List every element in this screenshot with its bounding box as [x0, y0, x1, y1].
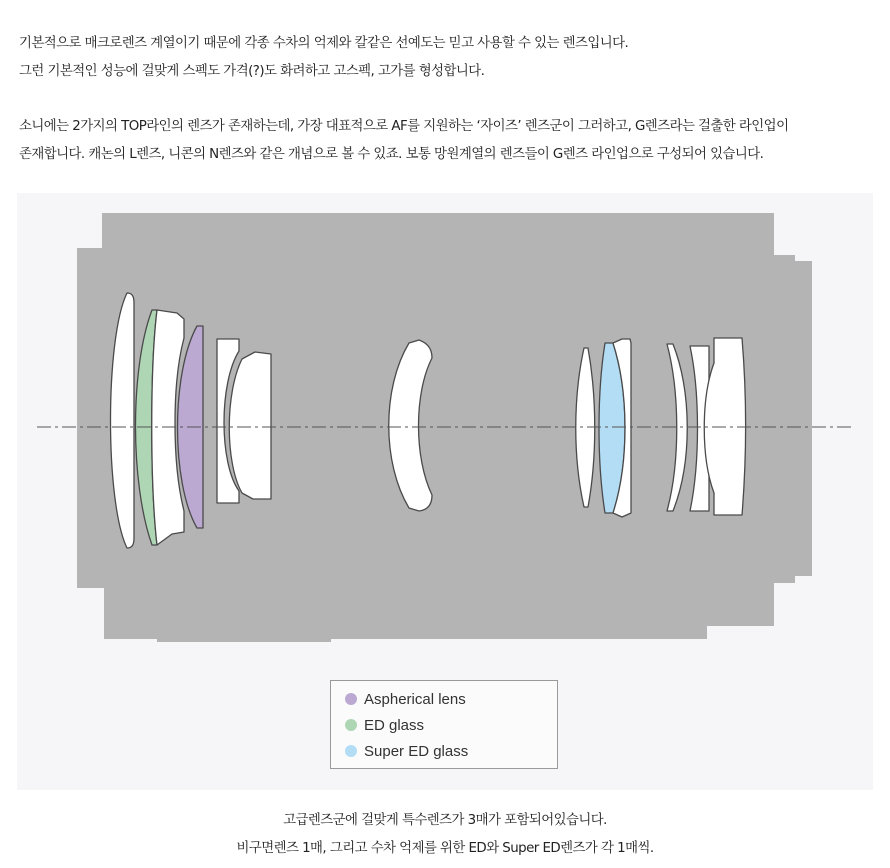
- legend-item-aspherical: [345, 686, 466, 712]
- lens-legend: [330, 680, 558, 769]
- intro-line-2: 그런 기본적인 성능에 걸맞게 스펙도 가격(?)도 화려하고 고스펙, 고가를 형성합니다.: [19, 64, 485, 79]
- caption-line-2: 비구면렌즈 1매, 그리고 수차 억제를 위한 ED와 Super ED렌즈가 각 1매씩.: [236, 841, 654, 856]
- aspherical-swatch-icon: [345, 693, 357, 705]
- intro-paragraph: [19, 30, 881, 86]
- super-ed-glass-swatch-icon: [345, 745, 357, 757]
- caption-line-1: 고급렌즈군에 걸맞게 특수렌즈가 3매가 포함되어있습니다.: [283, 813, 607, 828]
- legend-item-super-ed-glass: [345, 738, 468, 764]
- body-line-2: 존재합니다. 캐논의 L렌즈, 니콘의 N렌즈와 같은 개념으로 볼 수 있죠. 보통 망원계열의 렌즈들이 G렌즈 라인업으로 구성되어 있습니다.: [19, 147, 764, 162]
- legend-label: Super ED glass: [364, 742, 469, 760]
- body-paragraph: [19, 113, 881, 169]
- body-line-1: 소니에는 2가지의 TOP라인의 렌즈가 존재하는데, 가장 대표적으로 AF를 지원하는 ‘자이즈’ 렌즈군이 그러하고, G렌즈라는 걸출한 라인업이: [19, 119, 789, 134]
- legend-item-ed-glass: [345, 712, 424, 738]
- intro-line-1: 기본적으로 매크로렌즈 계열이기 때문에 각종 수차의 억제와 칼같은 선예도는 믿고 사용할 수 있는 렌즈입니다.: [19, 36, 629, 51]
- ed-glass-swatch-icon: [345, 719, 357, 731]
- legend-label: ED glass: [364, 716, 425, 734]
- lens-diagram-figure: [17, 193, 873, 790]
- legend-label: Aspherical lens: [364, 690, 466, 708]
- lens-element-6: [229, 352, 271, 499]
